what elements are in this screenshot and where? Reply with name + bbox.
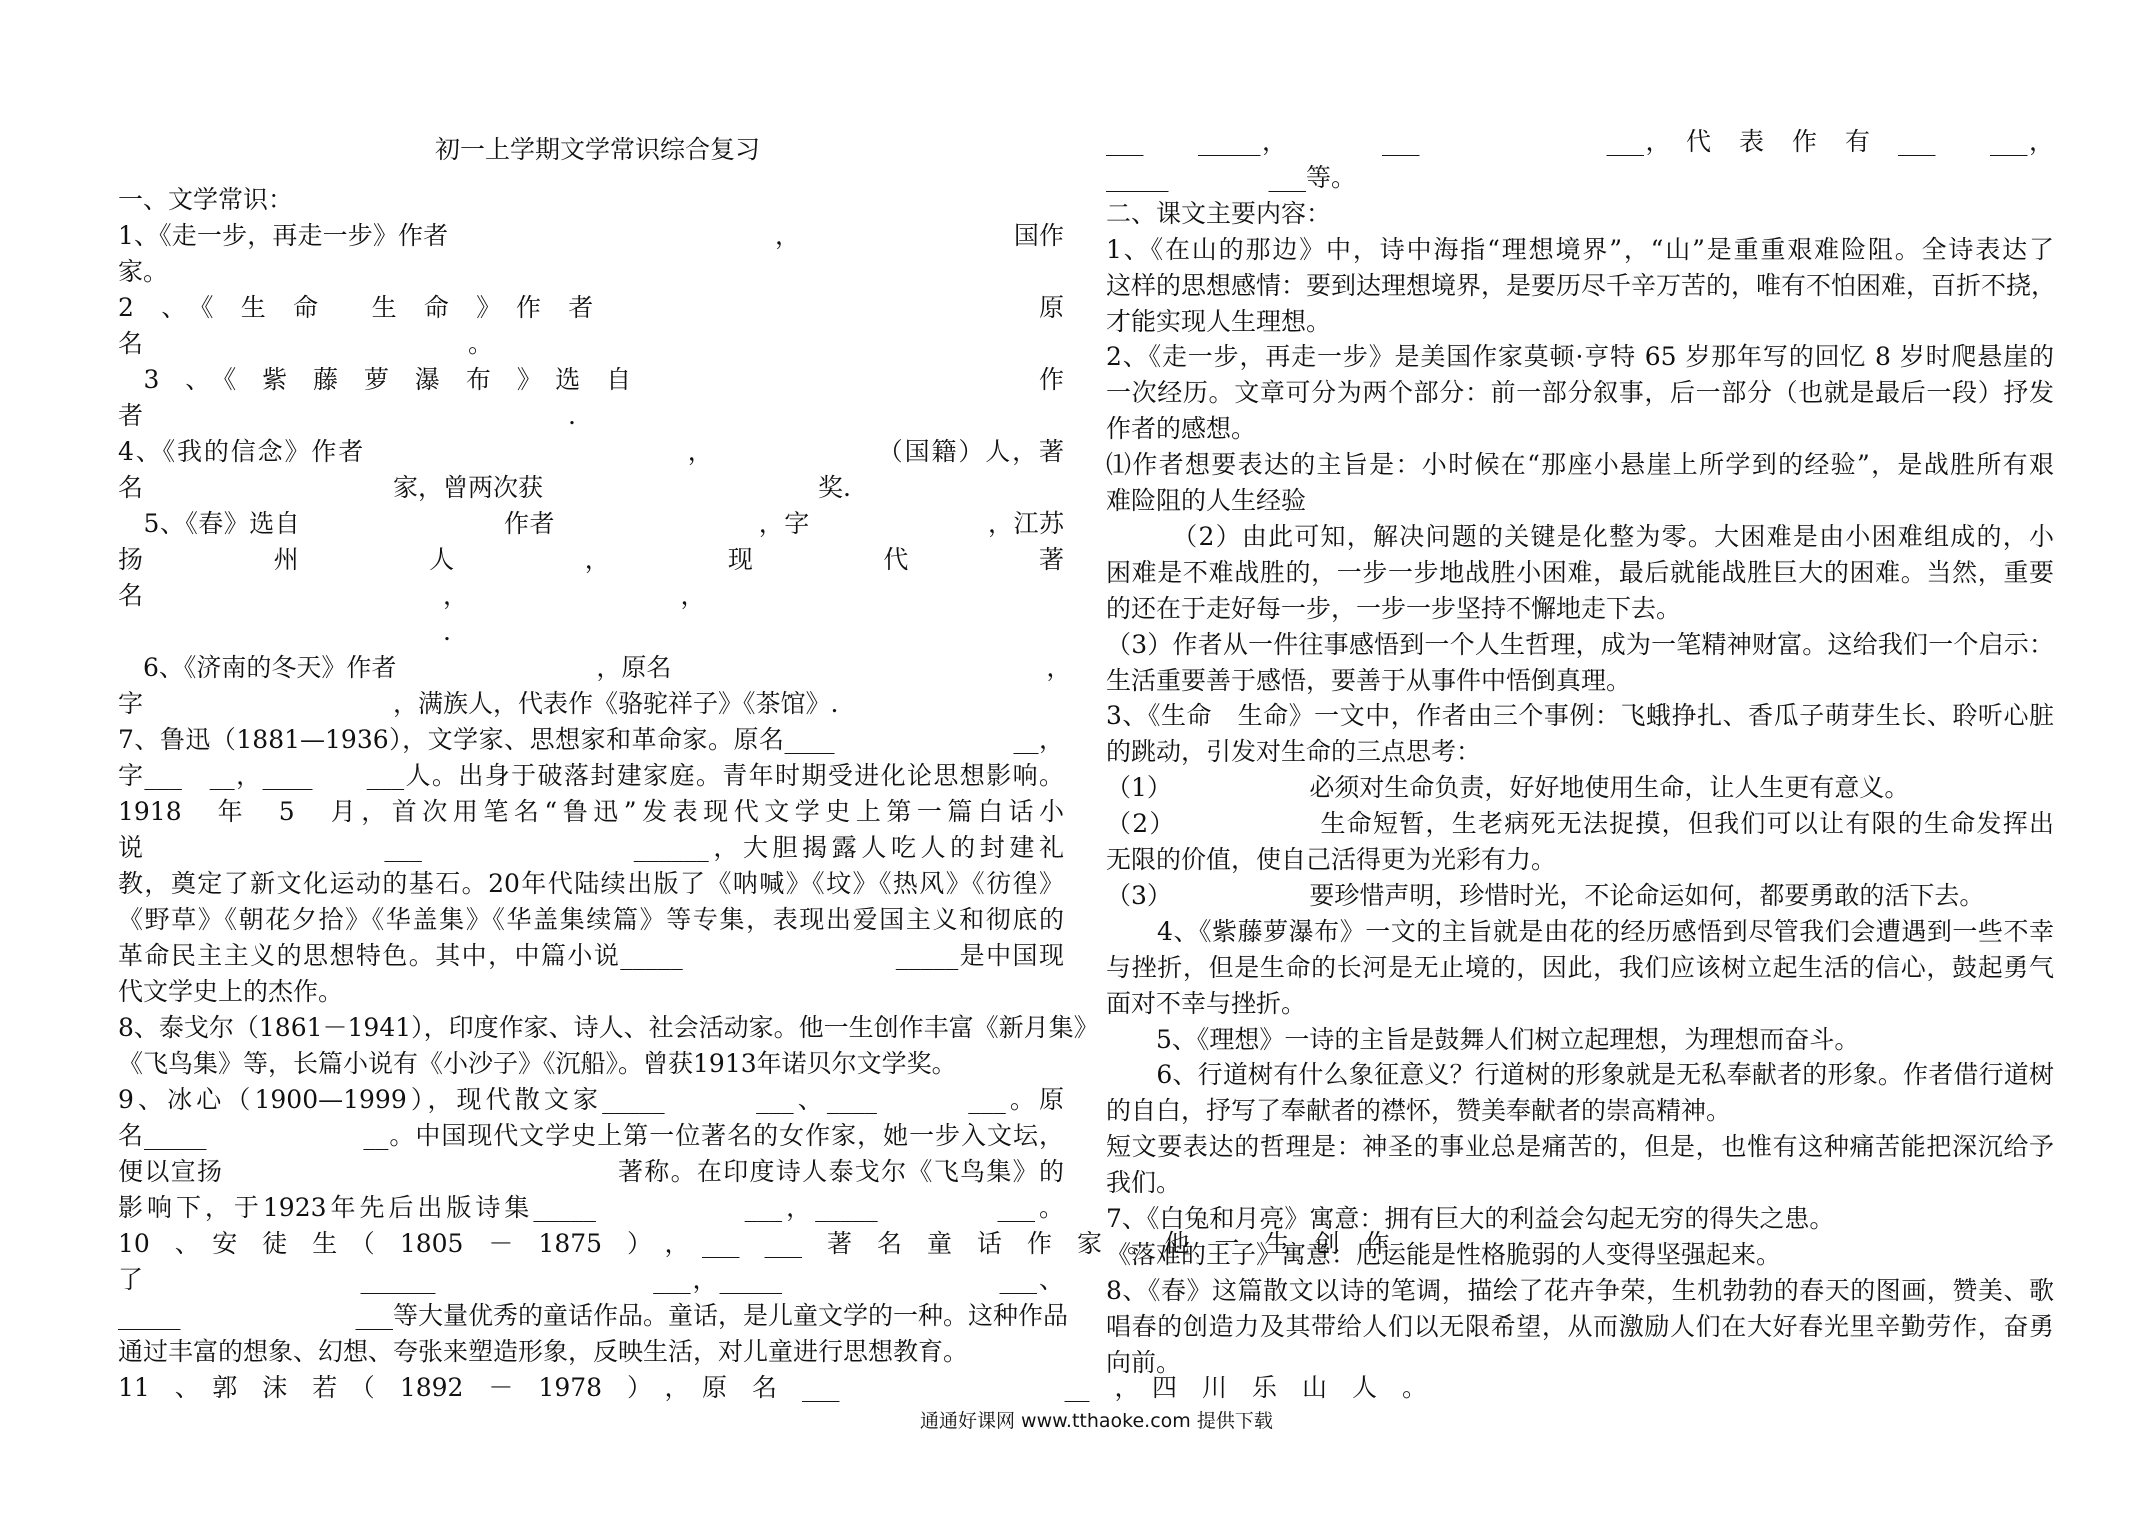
left-text-line: 5、《春》选自 作者 ，字 ，江苏 — [118, 509, 1064, 538]
left-text-line: 影响下，于1923年先后出版诗集_____ ___，_____ ___。 — [118, 1193, 1064, 1222]
right-text-line: ___ _____， ___ ___， 代 表 作 有 ___ ___， — [1106, 127, 2054, 156]
left-text-line: 7、鲁迅（1881—1936），文学家、思想家和革命家。原名____ __， — [118, 725, 1064, 754]
right-text-line: 8、《春》这篇散文以诗的笔调，描绘了花卉争荣，生机勃勃的春天的图画，赞美、歌 — [1106, 1275, 2054, 1305]
left-text-line: 教，奠定了新文化运动的基石。20年代陆续出版了《呐喊》《坟》《热风》《彷徨》 — [118, 869, 1064, 898]
left-text-line: 字 ，满族人，代表作《骆驼祥子》《茶馆》. — [118, 689, 839, 718]
footer-source: 通通好课网 www.tthaoke.com 提供下载 — [920, 1410, 1273, 1432]
right-text-line: 生活重要善于感悟，要善于从事件中悟倒真理。 — [1106, 665, 1632, 695]
right-text-line: （3） 要珍惜声明，珍惜时光，不论命运如何，都要勇敢的活下去。 — [1106, 880, 1985, 910]
left-text-line: 扬 州 人 ， 现 代 著 — [118, 545, 1064, 574]
right-text-line: 才能实现人生理想。 — [1106, 306, 1332, 336]
left-text-line: 9、冰心（1900—1999），现代散文家_____ ___、____ ___。原 — [118, 1085, 1064, 1114]
left-text-line: 代文学史上的杰作。 — [118, 977, 344, 1006]
left-text-line: 10 、 安 徒 生 （ 1805 － 1875 ） ， ___ ___ 著 名 童 话 作 家 。 他 一 生 创 作 — [118, 1229, 1390, 1258]
right-text-line: _____ ___等。 — [1106, 162, 1357, 192]
right-text-line: （3）作者从一件往事感悟到一个人生哲理，成为一笔精神财富。这给我们一个启示： — [1106, 629, 2054, 659]
left-text-line: 名 家，曾两次获 奖. — [118, 473, 851, 502]
left-text-line: 家。 — [118, 257, 169, 286]
right-text-line: （1） 必须对生命负责，好好地使用生命，让人生更有意义。 — [1106, 773, 1910, 803]
left-text-line: 了 ______ ___，_____ ___、 — [118, 1265, 1064, 1294]
left-text-line: 《野草》《朝花夕拾》《华盖集》《华盖集续篇》等专集，表现出爱国主义和彻底的 — [118, 905, 1064, 934]
right-text-line: 1、《在山的那边》中，诗中海指“理想境界”，“山”是重重艰难险阻。全诗表达了 — [1106, 234, 2054, 264]
right-text-line: 作者的感想。 — [1106, 414, 1257, 444]
right-text-line: 困难是不难战胜的，一步一步地战胜小困难，最后就能战胜巨大的困难。当然，重要 — [1106, 557, 2054, 587]
left-text-line: 2 、 《 生 命 生 命 》 作 者 原 — [118, 293, 1064, 322]
left-text-line: . — [118, 617, 451, 646]
right-text-line: 2、《走一步，再走一步》是美国作家莫顿·亨特 65 岁那年写的回忆 8 岁时爬悬崖的 — [1106, 342, 2054, 372]
right-text-line: 5、《理想》一诗的主旨是鼓舞人们树立起理想，为理想而奋斗。 — [1106, 1024, 1860, 1054]
right-text-line: ⑴作者想要表达的主旨是：小时候在“那座小悬崖上所学到的经验”，是战胜所有艰 — [1106, 450, 2054, 480]
right-text-line: 4、《紫藤萝瀑布》一文的主旨就是由花的经历感悟到尽管我们会遭遇到一些不幸 — [1106, 916, 2054, 946]
right-text-line: 面对不幸与挫折。 — [1106, 988, 1307, 1018]
left-text-line: 名 ， ， — [118, 581, 706, 610]
left-text-line: 1918 年 5 月，首次用笔名“鲁迅”发表现代文学史上第一篇白话小 — [118, 797, 1064, 826]
left-text-line: 《飞鸟集》等，长篇小说有《小沙子》《沉船》。曾获1913年诺贝尔文学奖。 — [118, 1049, 957, 1078]
right-text-line: 7、《白兔和月亮》寓意：拥有巨大的利益会勾起无穷的得失之患。 — [1106, 1204, 1835, 1233]
right-text-line: 这样的思想感情：要到达理想境界，是要历尽千辛万苦的，唯有不怕困难，百折不挠， — [1106, 270, 2057, 300]
right-text-line: 二、课文主要内容： — [1106, 198, 1332, 228]
right-text-line: （2） 生命短暂，生老病死无法捉摸，但我们可以让有限的生命发挥出 — [1106, 809, 2054, 839]
left-text-line: 字___ __，____ ___人。出身于破落封建家庭。青年时期受进化论思想影响。 — [118, 761, 1064, 790]
left-text-line: 通过丰富的想象、幻想、夸张来塑造形象，反映生活，对儿童进行思想教育。 — [118, 1337, 969, 1366]
right-text-line: 与挫折，但是生命的长河是无止境的，因此，我们应该树立起生活的信心，鼓起勇气 — [1106, 952, 2054, 982]
right-text-line: 唱春的创造力及其带给人们以无限希望，从而激励人们在大好春光里辛勤劳作，奋勇 — [1106, 1311, 2054, 1341]
left-text-line: _____ ___等大量优秀的童话作品。童话，是儿童文学的一种。这种作品 — [118, 1301, 1069, 1330]
right-text-line: 无限的价值，使自己活得更为光彩有力。 — [1106, 845, 1557, 874]
left-text-line: 6、《济南的冬天》作者 ，原名 ， — [118, 653, 1072, 682]
right-text-line: （2）由此可知，解决问题的关键是化整为零。大困难是由小困难组成的，小 — [1106, 521, 2054, 551]
right-text-line: 我们。 — [1106, 1168, 1182, 1198]
left-text-line: 者 . — [118, 401, 576, 430]
left-text-line: 1、《走一步，再走一步》作者 ， 国作 — [118, 221, 1064, 250]
left-text-line: 便以宣扬 著称。在印度诗人泰戈尔《飞鸟集》的 — [118, 1157, 1064, 1186]
left-text-line: 革命民主主义的思想特色。其中，中篇小说_____ _____是中国现 — [118, 941, 1064, 970]
right-text-line: 的跳动，引发对生命的三点思考： — [1106, 737, 1482, 767]
right-text-line: 《落难的王子》寓意：厄运能是性格脆弱的人变得坚强起来。 — [1106, 1239, 1782, 1269]
left-text-line: 名_____ __。中国现代文学史上第一位著名的女作家，她一步入文坛， — [118, 1121, 1064, 1150]
page-title: 初一上学期文学常识综合复习 — [435, 135, 761, 164]
right-text-line: 短文要表达的哲理是：神圣的事业总是痛苦的，但是，也惟有这种痛苦能把深沉给予 — [1106, 1132, 2054, 1162]
right-text-line: 向前。 — [1106, 1347, 1182, 1377]
right-text-line: 的还在于走好每一步，一步一步坚持不懈地走下去。 — [1106, 593, 1682, 623]
right-text-line: 一次经历。文章可分为两个部分：前一部分叙事，后一部分（也就是最后一段）抒发 — [1106, 378, 2054, 408]
right-text-line: 6、行道树有什么象征意义？行道树的形象就是无私奉献者的形象。作者借行道树 — [1106, 1060, 2054, 1090]
right-text-line: 难险阻的人生经验 — [1106, 486, 1307, 515]
right-text-line: 3、《生命 生命》一文中，作者由三个事例：飞蛾挣扎、香瓜子萌芽生长、聆听心脏 — [1106, 701, 2054, 731]
left-text-line: 8、泰戈尔（1861－1941），印度作家、诗人、社会活动家。他一生创作丰富《新月集》 — [118, 1013, 1099, 1042]
left-text-line: 4、《我的信念》作者 ， （国籍）人，著 — [118, 437, 1064, 466]
left-text-line: 说 ___ ______，大胆揭露人吃人的封建礼 — [118, 833, 1064, 862]
right-text-line: 的自白，抒写了奉献者的襟怀，赞美奉献者的崇高精神。 — [1106, 1096, 1732, 1126]
left-text-line: 一、文学常识： — [118, 185, 294, 214]
left-text-line: 名 。 — [118, 329, 494, 358]
left-text-line: 3 、 《 紫 藤 萝 瀑 布 》 选 自 作 — [118, 365, 1064, 394]
left-text-line: 11 、 郭 沫 若 （ 1892 － 1978 ） ， 原 名 ___ __ ， 四 川 乐 山 人 。 — [118, 1373, 1428, 1402]
